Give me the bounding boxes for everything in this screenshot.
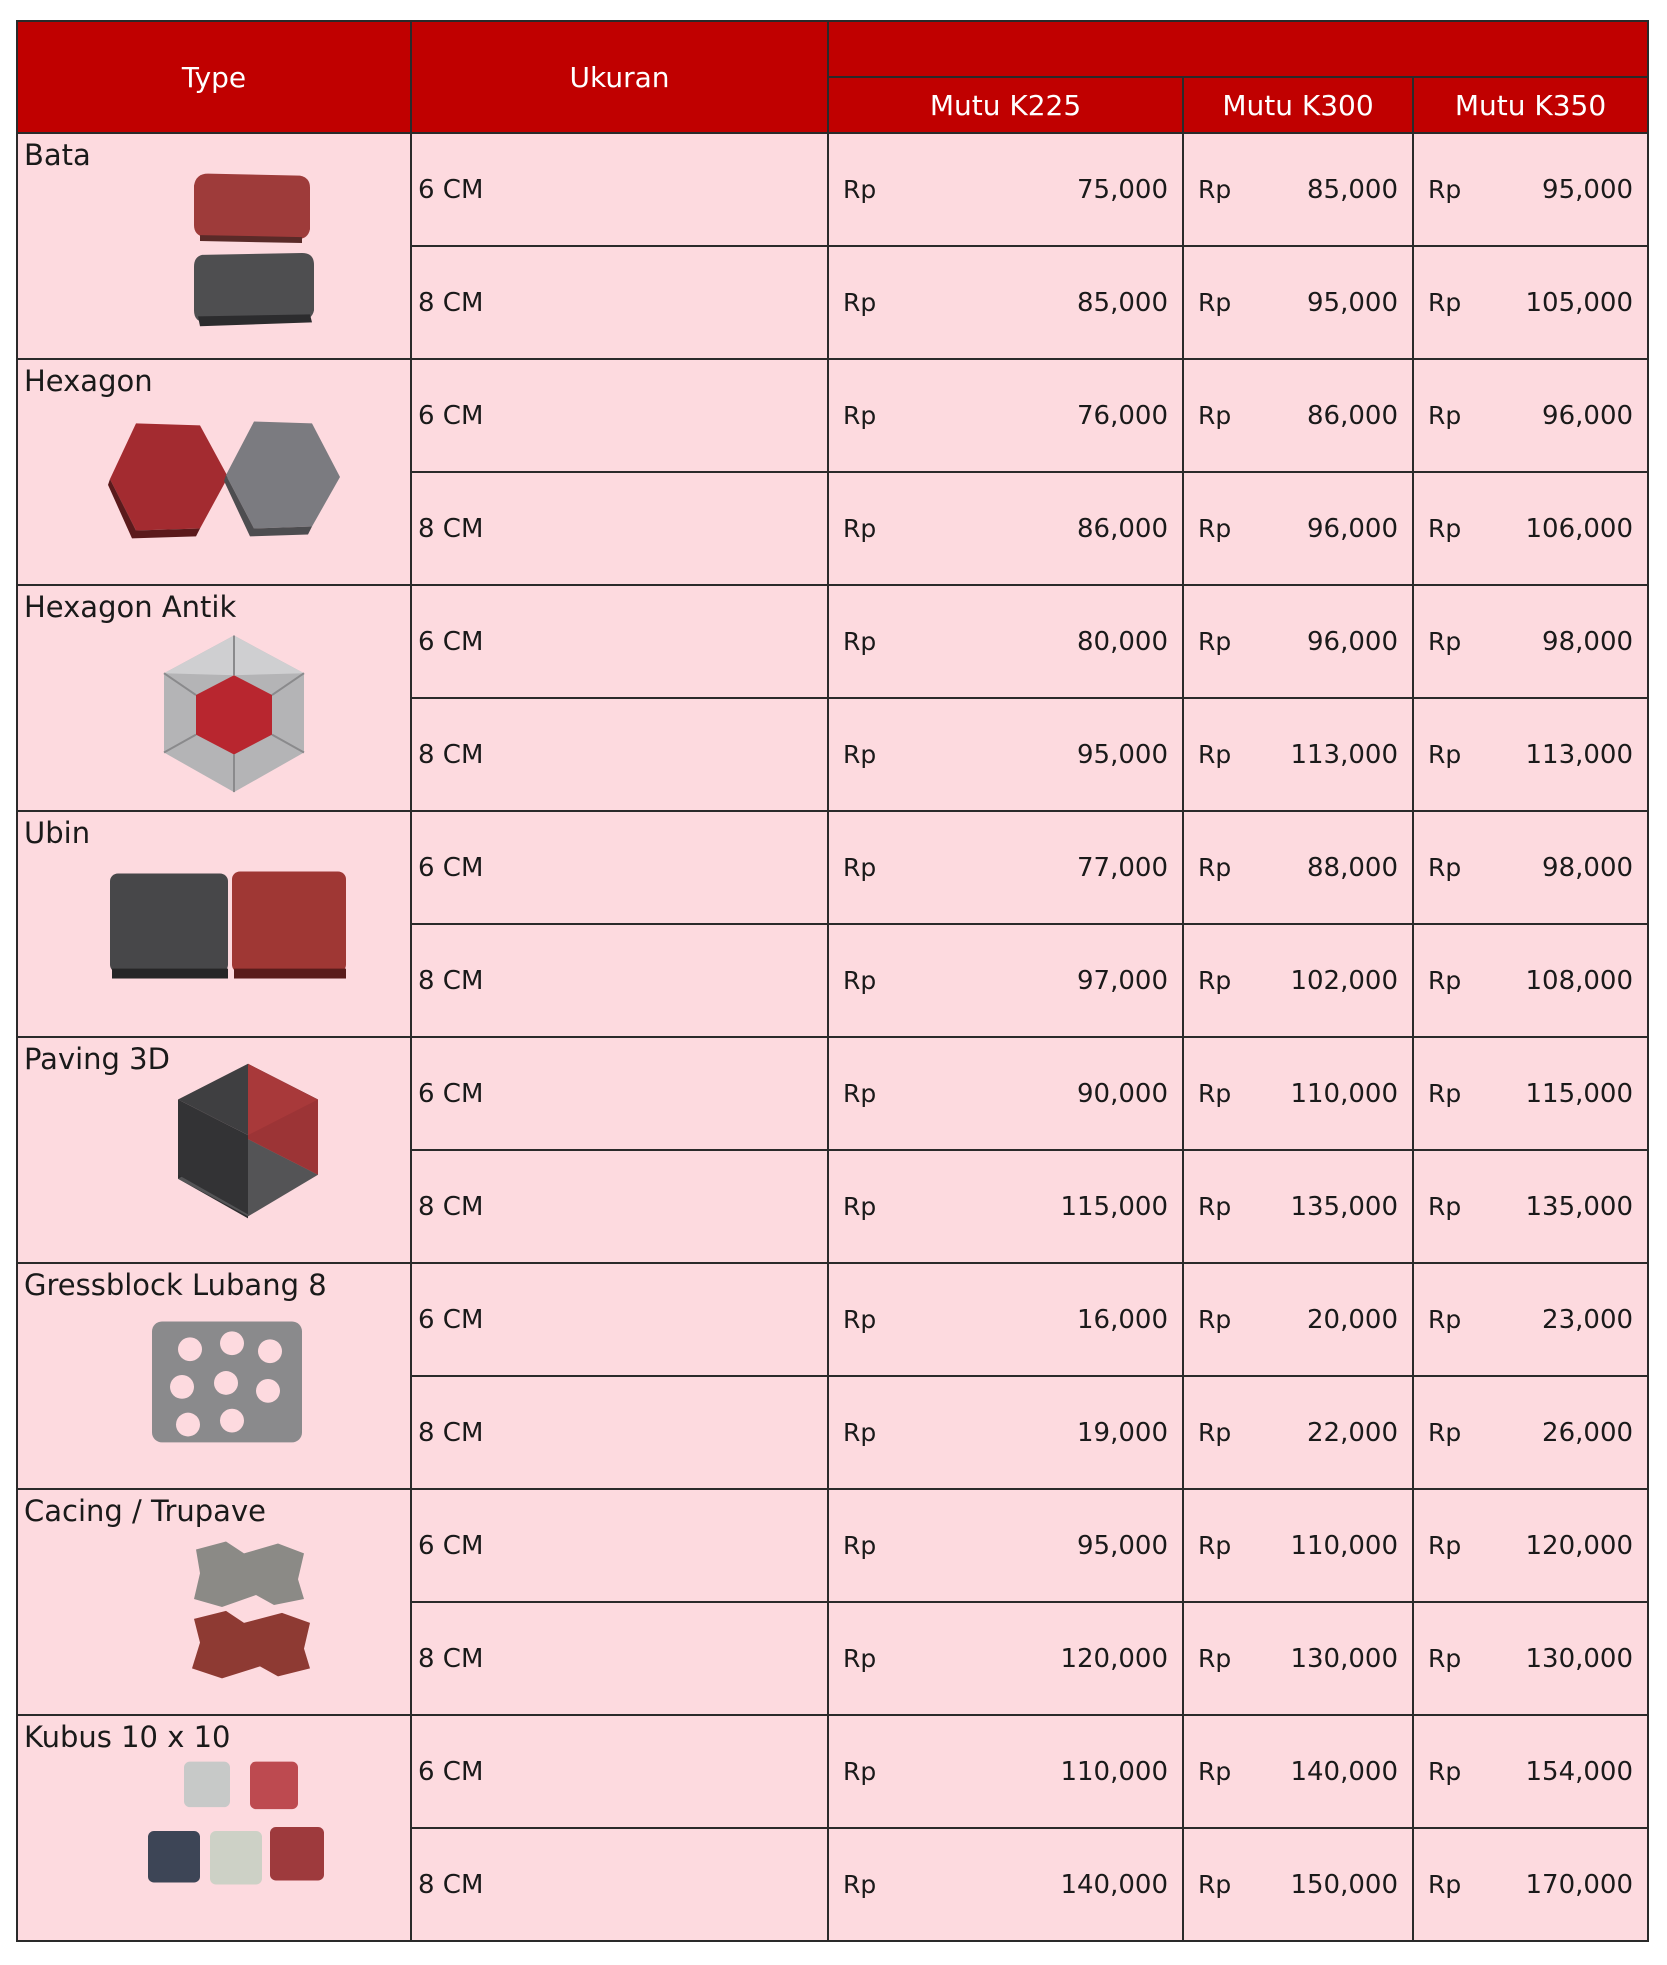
currency-label: Rp: [843, 1870, 877, 1899]
price-cell: [1413, 1263, 1648, 1376]
price-cell: [828, 811, 1183, 924]
price-cell: [1183, 1489, 1413, 1602]
product-name: Hexagon Antik: [24, 590, 237, 624]
price-cell: [828, 1602, 1183, 1715]
table-body: [17, 133, 1648, 1941]
size-cell: 8 CM: [411, 1376, 828, 1489]
price-cell: [828, 133, 1183, 246]
price-value: 95,000: [1077, 1530, 1168, 1561]
currency-label: Rp: [1198, 853, 1232, 882]
currency-label: Rp: [1428, 288, 1462, 317]
price-cell: [1413, 1150, 1648, 1263]
price-cell: [828, 698, 1183, 811]
currency-label: Rp: [1198, 1757, 1232, 1786]
price-cell: [1413, 133, 1648, 246]
header-grade-k225: Mutu K225: [828, 77, 1183, 133]
price-cell: [1183, 472, 1413, 585]
table-header: [17, 21, 1648, 133]
price-value: 130,000: [1290, 1643, 1398, 1674]
price-cell: [1413, 359, 1648, 472]
currency-label: Rp: [1428, 966, 1462, 995]
size-cell: 8 CM: [411, 246, 828, 359]
currency-label: Rp: [843, 1305, 877, 1334]
price-cell: [1183, 811, 1413, 924]
currency-label: Rp: [1198, 1192, 1232, 1221]
price-cell: [828, 1715, 1183, 1828]
price-table: [16, 20, 1649, 1942]
currency-label: Rp: [1198, 175, 1232, 204]
size-cell: 6 CM: [411, 1715, 828, 1828]
price-value: 26,000: [1542, 1417, 1634, 1448]
price-cell: [1413, 1489, 1648, 1602]
currency-label: Rp: [1198, 740, 1232, 769]
type-cell: [17, 133, 411, 359]
currency-label: Rp: [843, 1079, 877, 1108]
price-value: 140,000: [1290, 1756, 1398, 1787]
price-value: 120,000: [1525, 1530, 1634, 1561]
currency-label: Rp: [1428, 514, 1462, 543]
price-value: 108,000: [1525, 965, 1634, 996]
price-cell: [1413, 246, 1648, 359]
price-value: 115,000: [1525, 1078, 1634, 1109]
price-cell: [1413, 585, 1648, 698]
currency-label: Rp: [1198, 1531, 1232, 1560]
price-cell: [828, 472, 1183, 585]
currency-label: Rp: [1198, 514, 1232, 543]
currency-label: Rp: [843, 288, 877, 317]
currency-label: Rp: [843, 627, 877, 656]
currency-label: Rp: [1428, 1870, 1462, 1899]
type-cell: [17, 1715, 411, 1941]
price-cell: [1413, 1376, 1648, 1489]
price-cell: [1183, 924, 1413, 1037]
price-value: 96,000: [1307, 513, 1398, 544]
currency-label: Rp: [843, 740, 877, 769]
price-value: 85,000: [1307, 174, 1398, 205]
type-cell: [17, 1037, 411, 1263]
currency-label: Rp: [1428, 1757, 1462, 1786]
currency-label: Rp: [1428, 1531, 1462, 1560]
price-cell: [1183, 1037, 1413, 1150]
currency-label: Rp: [843, 401, 877, 430]
price-value: 110,000: [1290, 1530, 1398, 1561]
price-cell: [828, 585, 1183, 698]
currency-label: Rp: [1428, 1644, 1462, 1673]
price-value: 16,000: [1077, 1304, 1168, 1335]
price-cell: [1413, 1715, 1648, 1828]
currency-label: Rp: [1428, 740, 1462, 769]
price-cell: [828, 1150, 1183, 1263]
price-cell: [1413, 1037, 1648, 1150]
price-value: 140,000: [1060, 1869, 1168, 1900]
currency-label: Rp: [1198, 1870, 1232, 1899]
price-cell: [1183, 1715, 1413, 1828]
price-value: 98,000: [1542, 626, 1634, 657]
size-cell: 6 CM: [411, 1489, 828, 1602]
price-value: 96,000: [1307, 626, 1398, 657]
price-value: 86,000: [1077, 513, 1168, 544]
currency-label: Rp: [1198, 1418, 1232, 1447]
product-name: Ubin: [24, 816, 91, 850]
price-cell: [1183, 1263, 1413, 1376]
price-value: 95,000: [1307, 287, 1398, 318]
currency-label: Rp: [1198, 1079, 1232, 1108]
price-value: 95,000: [1077, 739, 1168, 770]
price-value: 110,000: [1290, 1078, 1398, 1109]
price-cell: [828, 246, 1183, 359]
size-cell: 8 CM: [411, 1602, 828, 1715]
price-value: 102,000: [1290, 965, 1398, 996]
table-row: [17, 1489, 1648, 1602]
type-cell: [17, 1489, 411, 1715]
currency-label: Rp: [1198, 627, 1232, 656]
price-value: 130,000: [1525, 1643, 1634, 1674]
price-cell: [828, 1489, 1183, 1602]
currency-label: Rp: [843, 514, 877, 543]
price-cell: [828, 1037, 1183, 1150]
currency-label: Rp: [1428, 853, 1462, 882]
currency-label: Rp: [1428, 1079, 1462, 1108]
currency-label: Rp: [1198, 401, 1232, 430]
table-row: [17, 1263, 1648, 1376]
price-value: 95,000: [1542, 174, 1634, 205]
size-cell: 6 CM: [411, 1037, 828, 1150]
header-grade-group: [828, 21, 1648, 77]
price-value: 80,000: [1077, 626, 1168, 657]
header-grade-k300: Mutu K300: [1183, 77, 1413, 133]
price-value: 23,000: [1542, 1304, 1634, 1335]
price-value: 113,000: [1290, 739, 1398, 770]
header-size: Ukuran: [411, 21, 828, 133]
price-cell: [1183, 246, 1413, 359]
price-value: 170,000: [1525, 1869, 1634, 1900]
price-value: 20,000: [1307, 1304, 1398, 1335]
header-type: Type: [17, 21, 411, 133]
header-grade-k350: Mutu K350: [1413, 77, 1648, 133]
price-value: 85,000: [1077, 287, 1168, 318]
currency-label: Rp: [1198, 966, 1232, 995]
price-value: 96,000: [1542, 400, 1634, 431]
price-cell: [1183, 1602, 1413, 1715]
price-value: 120,000: [1060, 1643, 1168, 1674]
price-cell: [1183, 698, 1413, 811]
price-cell: [1183, 1150, 1413, 1263]
product-name: Paving 3D: [24, 1042, 170, 1076]
table-row: [17, 359, 1648, 472]
price-cell: [1413, 924, 1648, 1037]
price-value: 110,000: [1060, 1756, 1168, 1787]
size-cell: 8 CM: [411, 472, 828, 585]
currency-label: Rp: [1428, 175, 1462, 204]
price-value: 115,000: [1060, 1191, 1168, 1222]
price-cell: [1413, 472, 1648, 585]
type-cell: [17, 811, 411, 1037]
product-name: Bata: [24, 138, 91, 172]
currency-label: Rp: [1428, 1418, 1462, 1447]
price-cell: [1183, 133, 1413, 246]
price-value: 150,000: [1290, 1869, 1398, 1900]
price-cell: [828, 359, 1183, 472]
size-cell: 6 CM: [411, 359, 828, 472]
price-cell: [1413, 811, 1648, 924]
size-cell: 8 CM: [411, 698, 828, 811]
size-cell: 8 CM: [411, 1828, 828, 1941]
currency-label: Rp: [1198, 1644, 1232, 1673]
type-cell: [17, 585, 411, 811]
price-cell: [1183, 1828, 1413, 1941]
currency-label: Rp: [843, 966, 877, 995]
price-value: 97,000: [1077, 965, 1168, 996]
price-value: 76,000: [1077, 400, 1168, 431]
currency-label: Rp: [843, 1192, 877, 1221]
price-cell: [1413, 1602, 1648, 1715]
table-row: [17, 133, 1648, 246]
product-name: Cacing / Trupave: [24, 1494, 266, 1528]
price-cell: [1413, 698, 1648, 811]
price-cell: [828, 924, 1183, 1037]
price-cell: [1183, 1376, 1413, 1489]
price-value: 106,000: [1525, 513, 1634, 544]
currency-label: Rp: [843, 1644, 877, 1673]
price-value: 113,000: [1525, 739, 1634, 770]
size-cell: 6 CM: [411, 811, 828, 924]
size-cell: 6 CM: [411, 133, 828, 246]
currency-label: Rp: [1198, 1305, 1232, 1334]
type-cell: [17, 359, 411, 585]
currency-label: Rp: [843, 1418, 877, 1447]
type-cell: [17, 1263, 411, 1489]
price-cell: [828, 1263, 1183, 1376]
size-cell: 8 CM: [411, 924, 828, 1037]
table-row: [17, 811, 1648, 924]
price-cell: [1183, 585, 1413, 698]
currency-label: Rp: [1428, 1192, 1462, 1221]
price-value: 77,000: [1077, 852, 1168, 883]
product-name: Kubus 10 x 10: [24, 1720, 231, 1754]
product-name: Gressblock Lubang 8: [24, 1268, 327, 1302]
price-value: 86,000: [1307, 400, 1398, 431]
table-row: [17, 1037, 1648, 1150]
currency-label: Rp: [1428, 627, 1462, 656]
price-value: 154,000: [1525, 1756, 1634, 1787]
price-cell: [828, 1376, 1183, 1489]
price-value: 75,000: [1077, 174, 1168, 205]
currency-label: Rp: [843, 1757, 877, 1786]
price-value: 88,000: [1307, 852, 1398, 883]
size-cell: 6 CM: [411, 1263, 828, 1376]
currency-label: Rp: [843, 853, 877, 882]
currency-label: Rp: [843, 175, 877, 204]
price-value: 98,000: [1542, 852, 1634, 883]
price-value: 105,000: [1525, 287, 1634, 318]
table-row: [17, 1715, 1648, 1828]
price-value: 135,000: [1525, 1191, 1634, 1222]
currency-label: Rp: [843, 1531, 877, 1560]
price-value: 22,000: [1307, 1417, 1398, 1448]
price-cell: [828, 1828, 1183, 1941]
table-row: [17, 585, 1648, 698]
currency-label: Rp: [1428, 1305, 1462, 1334]
currency-label: Rp: [1428, 401, 1462, 430]
price-cell: [1183, 359, 1413, 472]
price-value: 135,000: [1290, 1191, 1398, 1222]
currency-label: Rp: [1198, 288, 1232, 317]
price-value: 90,000: [1077, 1078, 1168, 1109]
size-cell: 6 CM: [411, 585, 828, 698]
size-cell: 8 CM: [411, 1150, 828, 1263]
price-value: 19,000: [1077, 1417, 1168, 1448]
price-cell: [1413, 1828, 1648, 1941]
product-name: Hexagon: [24, 364, 153, 398]
